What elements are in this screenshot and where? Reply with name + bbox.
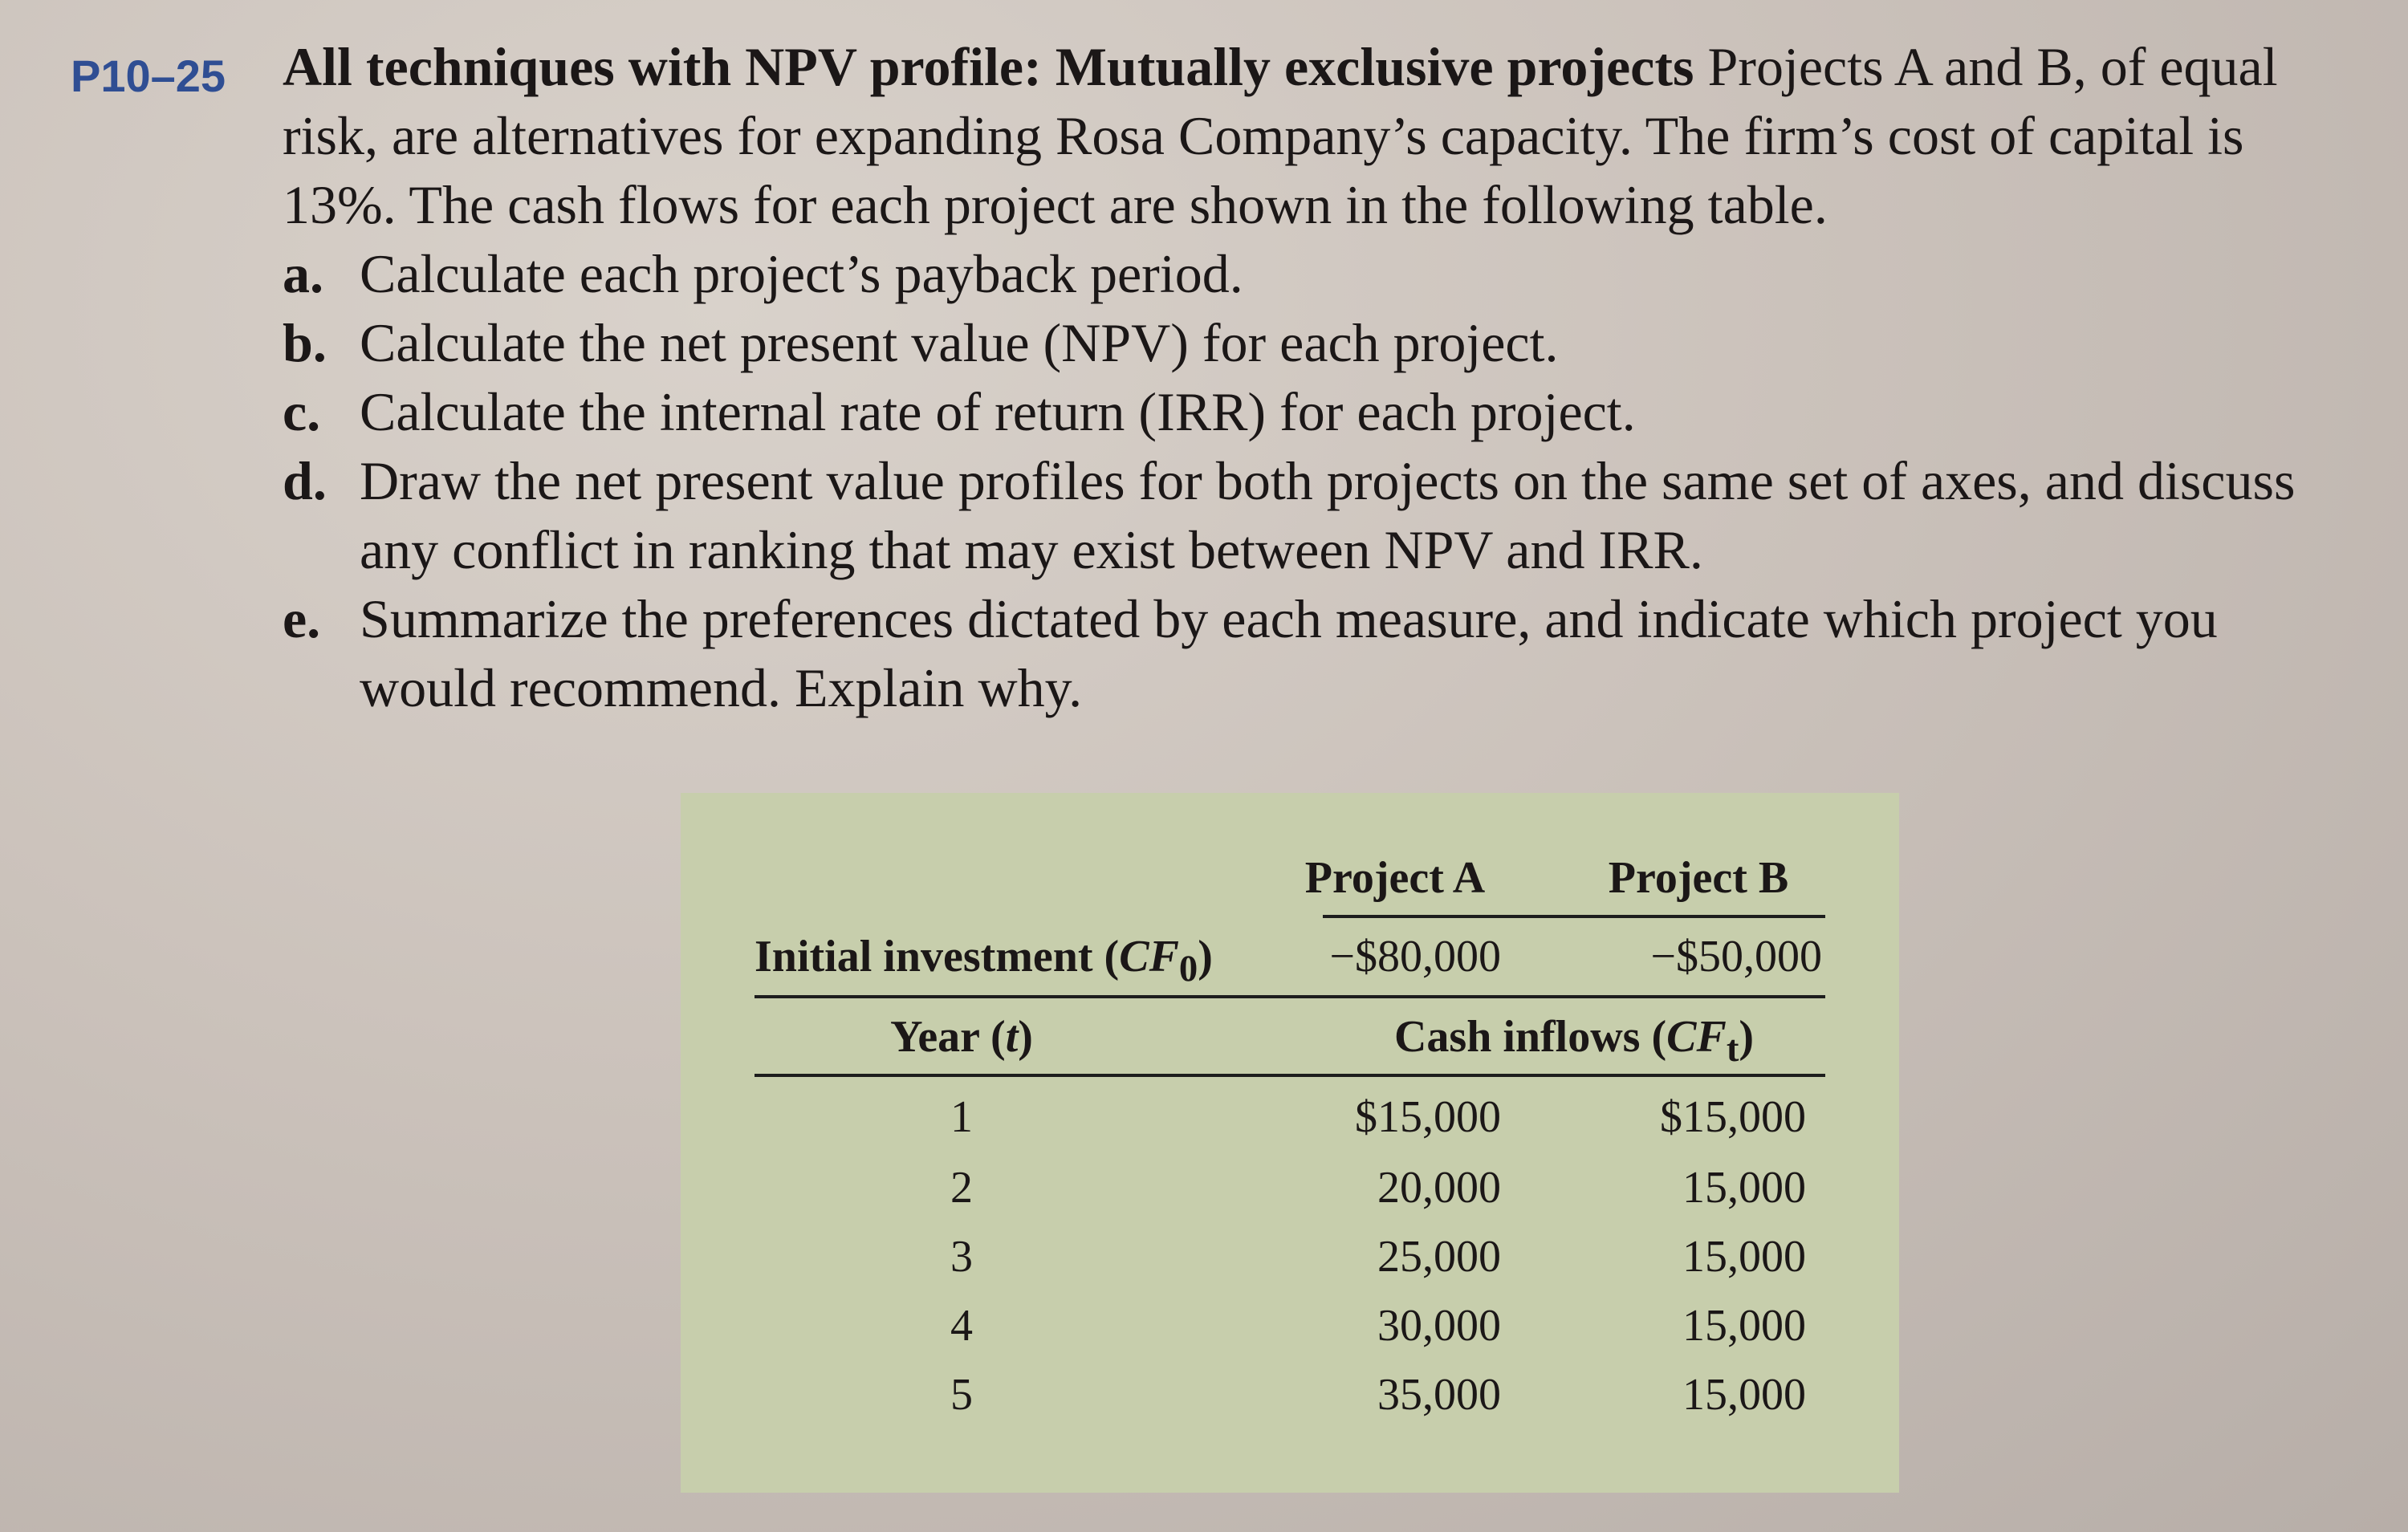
part-text: Calculate each project’s payback period. bbox=[360, 243, 1243, 304]
year-cell: 5 bbox=[950, 1370, 973, 1420]
project-a-cell: 35,000 bbox=[1377, 1370, 1501, 1420]
cf-symbol: CF bbox=[1666, 1012, 1727, 1062]
inflows-rule bbox=[755, 1074, 1825, 1077]
initial-investment-b: −$50,000 bbox=[1650, 932, 1822, 981]
initial-investment-label-text: Initial investment ( bbox=[755, 932, 1120, 981]
year-cell: 2 bbox=[950, 1163, 973, 1213]
problem-number: P10–25 bbox=[71, 51, 226, 101]
label-close: ) bbox=[1739, 1012, 1755, 1062]
question-part-c bbox=[283, 377, 2337, 446]
label-close: ) bbox=[1018, 1012, 1033, 1062]
year-label bbox=[841, 1011, 1082, 1063]
project-a-cell: $15,000 bbox=[1355, 1092, 1501, 1142]
part-label: d. bbox=[283, 450, 327, 511]
problem-intro bbox=[283, 32, 2337, 239]
project-b-cell: 15,000 bbox=[1682, 1370, 1806, 1420]
problem-intro-text: Projects A and B, of equal risk, are alternatives for expanding Rosa Company’s capacity. The firm’s cost of capital is 13%. The cash flows for each project are shown in the following table. bbox=[283, 36, 2278, 235]
project-a-cell: 20,000 bbox=[1377, 1163, 1501, 1213]
column-header-project-a: Project A bbox=[1304, 853, 1486, 903]
year-label-text: Year ( bbox=[890, 1012, 1006, 1062]
question-parts bbox=[283, 239, 2337, 722]
part-text: Calculate the internal rate of return (IRR) for each project. bbox=[360, 381, 1636, 442]
question-part-e bbox=[283, 584, 2337, 722]
part-label: e. bbox=[283, 588, 321, 649]
label-close: ) bbox=[1198, 932, 1213, 981]
cf-subscript: 0 bbox=[1178, 948, 1198, 990]
project-b-cell: $15,000 bbox=[1660, 1092, 1806, 1142]
part-text: Calculate the net present value (NPV) for each project. bbox=[360, 312, 1559, 373]
problem-heading: All techniques with NPV profile: Mutually exclusive projects bbox=[283, 36, 1694, 97]
problem-text bbox=[283, 32, 2337, 722]
cash-inflows-label-text: Cash inflows ( bbox=[1393, 1012, 1667, 1062]
question-part-a bbox=[283, 239, 2337, 308]
header-rule bbox=[1323, 915, 1825, 918]
question-part-d bbox=[283, 446, 2337, 584]
part-label: b. bbox=[283, 312, 327, 373]
question-part-b bbox=[283, 308, 2337, 377]
part-label: a. bbox=[283, 243, 323, 304]
part-label: c. bbox=[283, 381, 321, 442]
cf-symbol: CF bbox=[1119, 932, 1179, 981]
project-b-cell: 15,000 bbox=[1682, 1301, 1806, 1351]
cash-flow-table bbox=[681, 793, 1899, 1493]
part-text: Summarize the preferences dictated by each measure, and indicate which project you would recommend. Explain why. bbox=[360, 588, 2218, 718]
year-cell: 4 bbox=[950, 1301, 973, 1351]
t-symbol: t bbox=[1005, 1012, 1019, 1062]
project-a-cell: 30,000 bbox=[1377, 1301, 1501, 1351]
part-text: Draw the net present value profiles for both projects on the same set of axes, and discuss any conflict in ranking that may exist between NPV and IRR. bbox=[360, 450, 2296, 580]
project-b-cell: 15,000 bbox=[1682, 1163, 1806, 1213]
investment-rule bbox=[755, 995, 1825, 998]
year-cell: 3 bbox=[950, 1232, 973, 1282]
initial-investment-label bbox=[755, 931, 1213, 994]
project-a-cell: 25,000 bbox=[1377, 1232, 1501, 1282]
year-cell: 1 bbox=[950, 1092, 973, 1142]
project-b-cell: 15,000 bbox=[1682, 1232, 1806, 1282]
cash-inflows-label bbox=[1323, 1011, 1825, 1075]
column-header-project-b: Project B bbox=[1608, 853, 1789, 903]
initial-investment-a: −$80,000 bbox=[1329, 932, 1501, 981]
cf-subscript: t bbox=[1726, 1028, 1739, 1071]
